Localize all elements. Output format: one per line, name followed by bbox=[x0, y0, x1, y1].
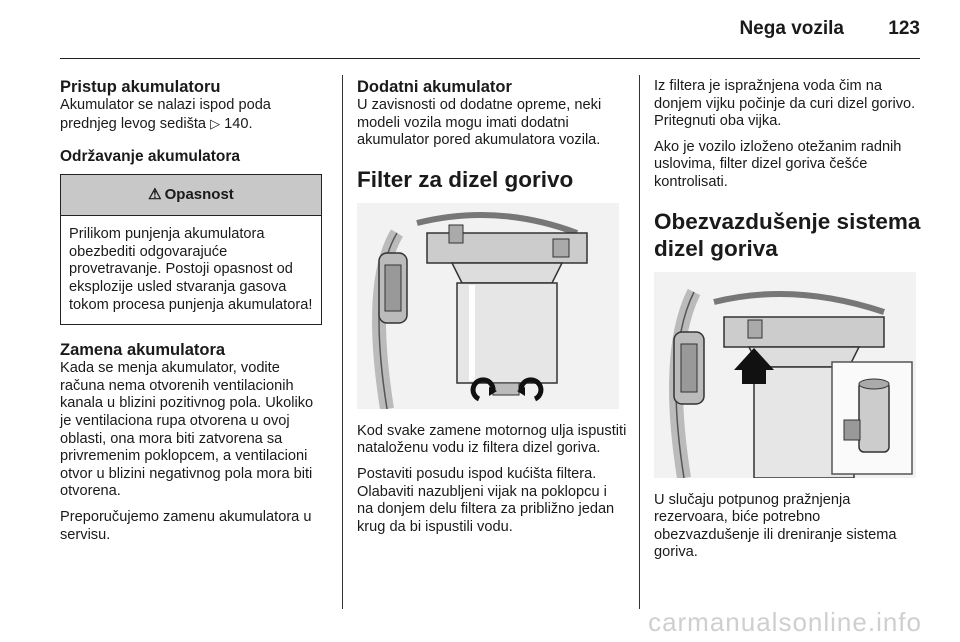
filter-text-2: Postaviti posudu ispod kućišta filtera. Olabaviti nazubljeni vijak na poklopcu i na donjem delu filtera za približno jedan krug da bi ispustili vodu. bbox=[357, 465, 615, 535]
danger-box bbox=[60, 174, 322, 325]
header-rule bbox=[60, 58, 920, 59]
column-divider-2 bbox=[639, 75, 640, 609]
column-1 bbox=[60, 78, 328, 552]
page-header bbox=[0, 0, 960, 58]
danger-header bbox=[61, 175, 321, 216]
chapter-title: Nega vozila bbox=[739, 18, 844, 39]
column-divider-1 bbox=[342, 75, 343, 609]
recommend-text: Preporučujemo zamenu akumulatora u servisu. bbox=[60, 508, 312, 543]
access-paragraph bbox=[60, 97, 328, 133]
bleed-title: Obezvazdušenje sistema dizel goriva bbox=[654, 208, 921, 261]
danger-label: Opasnost bbox=[164, 186, 234, 204]
page-ref-icon[interactable]: ▷ bbox=[210, 115, 221, 131]
page-number: 123 bbox=[888, 18, 920, 39]
drain-text: Iz filtera je ispražnjena voda čim na donjem vijku počinje da curi dizel gorivo. Pritegnuti oba vijka. bbox=[654, 78, 916, 130]
harsh-conditions-text: Ako je vozilo izloženo otežanim radnih uslovima, filter dizel goriva češće kontrolisati. bbox=[654, 138, 902, 190]
aux-battery-title: Dodatni akumulator bbox=[357, 78, 512, 96]
bleed-text: U slučaju potpunog pražnjenja rezervoara, biće potrebno obezvazdušenje ili dreniranje sistema goriva. bbox=[654, 491, 897, 561]
access-title: Pristup akumulatoru bbox=[60, 78, 221, 96]
warning-triangle-icon: ⚠ bbox=[148, 186, 162, 204]
diesel-filter-title: Filter za dizel gorivo bbox=[357, 166, 574, 192]
replace-title: Zamena akumulatora bbox=[60, 341, 226, 360]
watermark: carmanualsonline.info bbox=[648, 607, 922, 637]
fuel-bleed-illustration bbox=[654, 272, 916, 478]
aux-battery-text: U zavisnosti od dodatne opreme, neki modeli vozila mogu imati dodatni akumulator pored akumulatora vozila. bbox=[357, 97, 602, 149]
replace-text: Kada se menja akumulator, vodite računa nema otvorenih ventilacionih kanala u blizini pozitivnog pola. Ukoliko je ventilaciona rupa otvorena u ovoj oblasti, ona mora biti zatvorena sa privremenim poklopcem, a ventilacioni otvor u blizini negativnog pola mora biti otvorena. bbox=[60, 360, 314, 500]
access-ref[interactable]: 140. bbox=[224, 115, 253, 132]
access-text: Akumulator se nalazi ispod poda prednjeg levog sedišta bbox=[60, 97, 271, 132]
maintenance-title: Održavanje akumulatora bbox=[60, 148, 241, 166]
filter-text-1: Kod svake zamene motornog ulja ispustiti nataloženu vodu iz filtera dizel goriva. bbox=[357, 422, 627, 457]
column-2 bbox=[357, 78, 627, 544]
diesel-filter-illustration bbox=[357, 203, 619, 409]
danger-text: Prilikom punjenja akumulatora obezbediti odgovarajuće provetravanje. Postoji opasnost od eksplozije usled stvaranja gasova tokom procesa punjenja akumulatora! bbox=[69, 226, 313, 313]
column-3 bbox=[654, 78, 924, 570]
